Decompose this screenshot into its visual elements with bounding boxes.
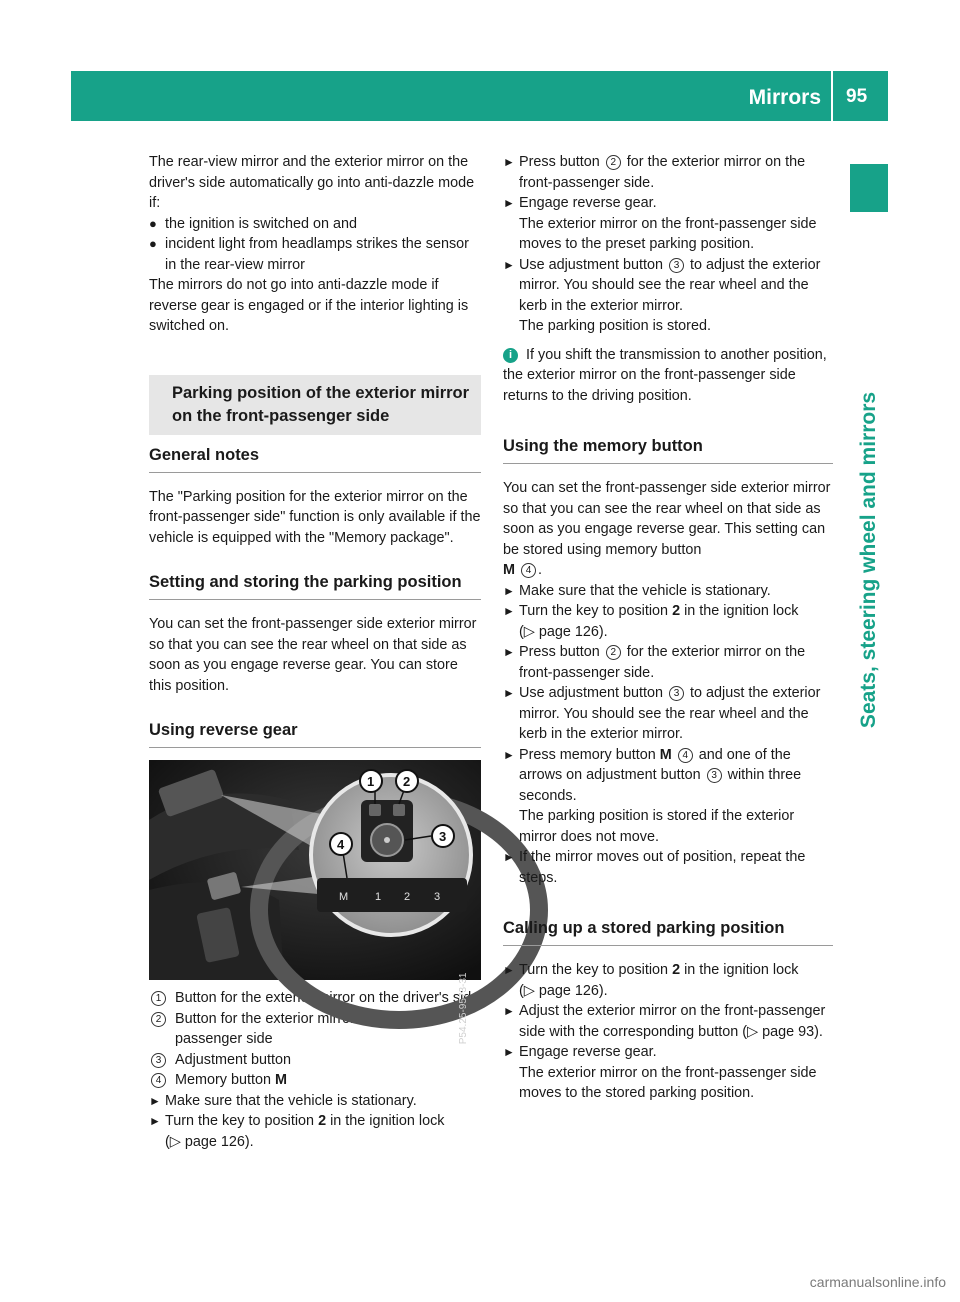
panel-button-1: 1: [375, 891, 382, 903]
arrow-icon: ►: [503, 850, 515, 864]
panel-button-3: 3: [434, 891, 441, 903]
step-item: ► Adjust the exterior mirror on the front-passenger side with the corresponding button (▷ page 93).: [503, 1001, 833, 1042]
arrow-icon: ►: [149, 1114, 161, 1128]
general-notes-heading: General notes: [149, 443, 481, 473]
header-divider: [831, 71, 833, 121]
bullet-icon: ●: [149, 236, 157, 251]
calling-heading: Calling up a stored parking position: [503, 916, 833, 946]
arrow-icon: ►: [503, 257, 515, 272]
legend-item: 4 Memory button M: [149, 1070, 481, 1091]
step-item: ► Make sure that the vehicle is stationary.: [503, 581, 833, 602]
watermark: carmanualsonline.info: [809, 1274, 946, 1290]
arrow-icon: ►: [503, 747, 515, 762]
step-item: ► Turn the key to position 2 in the ignition lock (▷ page 126).: [503, 960, 833, 1001]
step-item: ► Turn the key to position 2 in the ignition lock (▷ page 126).: [503, 601, 833, 642]
step-item: ► If the mirror moves out of position, repeat the steps.: [503, 847, 833, 888]
section-heading: Parking position of the exterior mirror on the front-passenger side: [149, 375, 481, 435]
arrow-icon: ►: [503, 963, 515, 977]
memory-text: You can set the front-passenger side exterior mirror so that you can see the rear wheel on that side as soon as you engage reverse gear. This setting can be stored using memory button M 4 .: [503, 480, 831, 578]
arrow-icon: ►: [149, 1093, 161, 1108]
general-notes-text: The "Parking position for the exterior mirror on the front-passenger side" function is only available if the vehicle is equipped with the "Memory package".: [149, 488, 481, 546]
step-item: ► Press memory button M 4 and one of the arrows on adjustment button 3 within three seconds. The parking position is stored if the exterior mirror does not move.: [503, 745, 833, 848]
legend-number: 2: [151, 1012, 166, 1027]
step-item: ► Turn the key to position 2 in the ignition lock (▷ page 126).: [149, 1111, 481, 1152]
arrow-icon: ►: [503, 1004, 515, 1018]
arrow-icon: ►: [503, 155, 515, 169]
page-ref-link[interactable]: page 93).: [762, 1023, 823, 1040]
legend-number: 3: [151, 1053, 166, 1068]
right-column: [503, 152, 833, 1104]
step-item: ► Use adjustment button 3 to adjust the exterior mirror. You should see the rear wheel and the kerb in the exterior mirror.: [503, 683, 833, 745]
callout-4: 4: [337, 837, 345, 852]
legend-item: 1 Button for the exterior mirror on the driver's side: [149, 988, 481, 1009]
setting-text: You can set the front-passenger side exterior mirror so that you can see the rear wheel on that side as soon as you engage reverse gear. You can store this position.: [149, 616, 477, 694]
page-ref-link[interactable]: page 126).: [538, 982, 608, 999]
info-note: i If you shift the transmission to another position, the exterior mirror on the front-passenger side returns to the driving position.: [503, 346, 827, 404]
list-item: ● incident light from headlamps strikes the sensor in the rear-view mirror: [149, 234, 481, 275]
setting-heading: Setting and storing the parking position: [149, 570, 481, 600]
left-column: [149, 152, 481, 1152]
arrow-icon: ►: [503, 686, 515, 700]
reverse-gear-heading: Using reverse gear: [149, 718, 481, 748]
step-item: ► Press button 2 for the exterior mirror on the front-passenger side.: [503, 152, 833, 193]
arrow-icon: ►: [503, 583, 515, 598]
step-item: ► Make sure that the vehicle is stationary.: [149, 1091, 481, 1112]
step-item: ► Engage reverse gear. The exterior mirror on the front-passenger side moves to the stored parking position.: [503, 1042, 833, 1104]
legend-number: 4: [151, 1073, 166, 1088]
page-ref-link[interactable]: page 126).: [538, 623, 608, 640]
arrow-icon: ►: [503, 196, 515, 210]
door-panel-illustration: [149, 760, 481, 980]
bullet-icon: ●: [149, 215, 157, 231]
arrow-icon: ►: [503, 645, 515, 659]
step-item: ► Press button 2 for the exterior mirror on the front-passenger side.: [503, 642, 833, 683]
arrow-icon: ►: [503, 1045, 515, 1059]
arrow-icon: ►: [503, 604, 515, 618]
list-item: ● the ignition is switched on and: [149, 214, 481, 235]
legend-item: 2 Button for the exterior mirror on the front-passenger side: [149, 1009, 481, 1050]
intro-paragraph-2: The mirrors do not go into anti-dazzle mode if reverse gear is engaged or if the interior lighting is switched on.: [149, 277, 469, 334]
side-chapter-label: Seats, steering wheel and mirrors: [857, 391, 880, 729]
legend-number: 1: [151, 991, 166, 1006]
info-icon: i: [503, 348, 518, 363]
page-number: 95: [846, 86, 868, 107]
step-item: ► Engage reverse gear. The exterior mirror on the front-passenger side moves to the preset parking position.: [503, 193, 833, 255]
legend-item: 3 Adjustment button: [149, 1050, 481, 1071]
callout-3: 3: [439, 829, 447, 844]
page-ref-link[interactable]: page 126).: [184, 1133, 254, 1150]
intro-paragraph: The rear-view mirror and the exterior mirror on the driver's side automatically go into anti-dazzle mode if:: [149, 154, 475, 211]
side-tab-marker: [850, 164, 888, 212]
callout-2: 2: [403, 774, 411, 789]
panel-button-2: 2: [404, 891, 411, 903]
callout-1: 1: [367, 774, 375, 789]
chapter-title: Mirrors: [748, 86, 821, 109]
figure-code: P54.25-9573-31: [458, 972, 470, 1044]
panel-button-m: M: [339, 891, 349, 903]
memory-heading: Using the memory button: [503, 434, 833, 464]
step-item: ► Use adjustment button 3 to adjust the exterior mirror. You should see the rear wheel and the kerb in the exterior mirror. The parking position is stored.: [503, 255, 833, 337]
